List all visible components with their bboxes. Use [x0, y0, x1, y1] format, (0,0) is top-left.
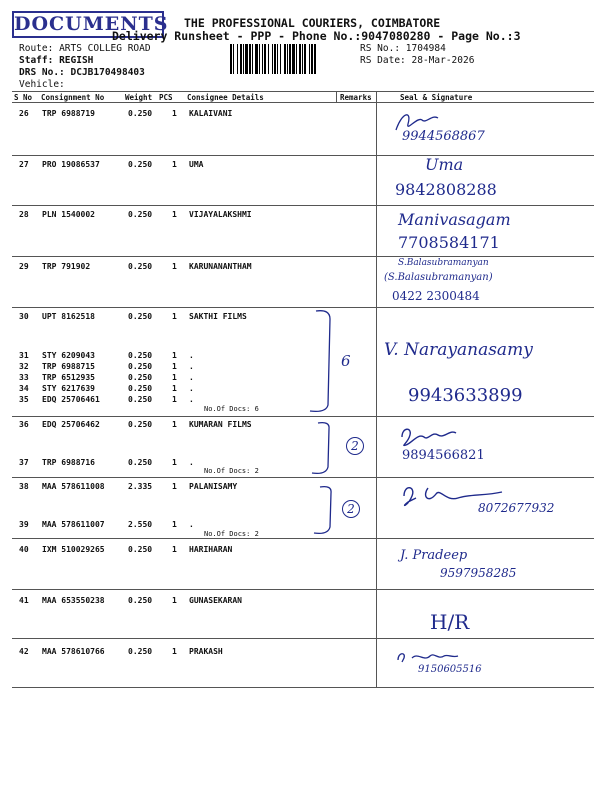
- row-consignment: EDQ 25706462: [42, 420, 100, 429]
- sakthi-count-mark: 6: [341, 352, 351, 370]
- row-consignee: .: [189, 373, 194, 382]
- row-consignee: KARUNANANTHAM: [189, 262, 252, 271]
- karunanantham-name: (S.Balasubramanyan): [384, 272, 493, 283]
- table-top-rule: [12, 91, 594, 92]
- col-seal: Seal & Signature: [400, 93, 473, 102]
- signature-vijayalakshmi: Manivasagam: [398, 210, 511, 229]
- row-sno: 34: [19, 384, 29, 393]
- col-consignment: Consignment No: [41, 93, 105, 102]
- row-sno: 32: [19, 362, 29, 371]
- row-sno: 38: [19, 482, 29, 491]
- row-weight: 0.250: [128, 395, 153, 404]
- row-sno: 33: [19, 373, 29, 382]
- row-weight: 0.250: [128, 647, 153, 656]
- row-sno: 37: [19, 458, 29, 467]
- row-consignee: VIJAYALAKSHMI: [189, 210, 252, 219]
- row-weight: 0.250: [128, 351, 153, 360]
- hariharan-phone: 9597958285: [440, 566, 517, 580]
- row-pcs: 1: [172, 351, 177, 360]
- row-consignee: SAKTHI FILMS: [189, 312, 247, 321]
- row-consignment: IXM 510029265: [42, 545, 105, 554]
- gunasekaran-hr-note: H/R: [430, 610, 470, 634]
- row-consignee: PALANISAMY: [189, 482, 238, 491]
- row-separator: [12, 205, 594, 206]
- row-consignment: MAA 578611008: [42, 482, 105, 491]
- row-consignment: TRP 6988719: [42, 109, 95, 118]
- col-weight: Weight: [125, 93, 153, 102]
- uma-phone: 9842808288: [395, 180, 497, 199]
- kumaran-count-circle: 2: [346, 437, 364, 455]
- karunanantham-phone: 0422 2300484: [392, 289, 480, 303]
- prakash-phone: 9150605516: [418, 664, 482, 675]
- row-pcs: 1: [172, 312, 177, 321]
- row-consignee: .: [189, 384, 194, 393]
- row-pcs: 1: [172, 210, 177, 219]
- row-consignee: .: [189, 520, 194, 529]
- col-sno: S No: [14, 93, 33, 102]
- runsheet-subtitle: Delivery Runsheet - PPP - Phone No.:9047080280 - Page No.:3: [112, 29, 521, 43]
- row-sno: 35: [19, 395, 29, 404]
- staff-label: Staff:: [19, 55, 54, 66]
- row-consignee: UMA: [189, 160, 204, 169]
- row-weight: 0.250: [128, 160, 153, 169]
- row-consignment: PRO 19086537: [42, 160, 100, 169]
- row-pcs: 1: [172, 545, 177, 554]
- route-line: [19, 43, 151, 54]
- row-pcs: 1: [172, 362, 177, 371]
- row-consignee: HARIHARAN: [189, 545, 233, 554]
- row-separator: [12, 155, 594, 156]
- row-weight: 0.250: [128, 373, 153, 382]
- row-separator: [12, 256, 594, 257]
- row-weight: 0.250: [128, 420, 153, 429]
- palanisamy-phone: 8072677932: [478, 501, 555, 515]
- col-consignee: Consignee Details: [187, 93, 264, 102]
- rs-date-value: 28-Mar-2026: [411, 55, 475, 66]
- row-consignment: PLN 1540002: [42, 210, 95, 219]
- row-consignment: TRP 6512935: [42, 373, 95, 382]
- row-separator: [12, 589, 594, 590]
- route-value: ARTS COLLEG ROAD: [59, 43, 151, 54]
- sakthi-films-phone: 9943633899: [408, 385, 523, 406]
- row-weight: 0.250: [128, 596, 153, 605]
- company-name: THE PROFESSIONAL COURIERS, COIMBATORE: [184, 16, 441, 30]
- row-pcs: 1: [172, 647, 177, 656]
- documents-stamp: DOCUMENTS: [12, 11, 164, 38]
- row-weight: 0.250: [128, 109, 153, 118]
- row-sno: 41: [19, 596, 29, 605]
- rs-no-line: [360, 43, 446, 54]
- row-consignee: KUMARAN FILMS: [189, 420, 252, 429]
- col-pcs: PCS: [159, 93, 173, 102]
- kalaivani-phone: 9944568867: [402, 129, 485, 144]
- row-consignee: PRAKASH: [189, 647, 223, 656]
- row-consignment: TRP 791902: [42, 262, 91, 271]
- row-pcs: 1: [172, 384, 177, 393]
- row-consignment: MAA 653550238: [42, 596, 105, 605]
- signature-karunanantham: S.Balasubramanyan: [398, 258, 489, 268]
- row-consignee: GUNASEKARAN: [189, 596, 242, 605]
- header-bottom-rule: [12, 102, 594, 103]
- row-pcs: 1: [172, 596, 177, 605]
- rs-date-line: [360, 55, 474, 66]
- row-consignment: EDQ 25706461: [42, 395, 100, 404]
- barcode-image: [230, 44, 354, 74]
- row-consignee: .: [189, 351, 194, 360]
- row-pcs: 1: [172, 482, 177, 491]
- row-sno: 30: [19, 312, 29, 321]
- row-consignee: KALAIVANI: [189, 109, 233, 118]
- row-sno: 39: [19, 520, 29, 529]
- remarks-divider: [336, 91, 337, 102]
- row-consignment: UPT 8162518: [42, 312, 95, 321]
- row-weight: 0.250: [128, 362, 153, 371]
- kumaran-films-phone: 9894566821: [402, 448, 485, 463]
- row-consignee: .: [189, 395, 194, 404]
- drs-label: DRS No.:: [19, 67, 65, 78]
- row-pcs: 1: [172, 420, 177, 429]
- row-separator: [12, 638, 594, 639]
- vijayalakshmi-phone: 7708584171: [398, 233, 500, 252]
- row-weight: 0.250: [128, 384, 153, 393]
- row-consignment: STY 6209043: [42, 351, 95, 360]
- row-sno: 42: [19, 647, 29, 656]
- row-pcs: 1: [172, 458, 177, 467]
- row-consignee: .: [189, 362, 194, 371]
- signature-hariharan: J. Pradeep: [400, 548, 468, 563]
- row-sno: 29: [19, 262, 29, 271]
- row-weight: 0.250: [128, 545, 153, 554]
- row-pcs: 1: [172, 262, 177, 271]
- palanisamy-docs-count: No.Of Docs: 2: [204, 530, 259, 538]
- signature-uma: Uma: [425, 155, 464, 174]
- row-pcs: 1: [172, 109, 177, 118]
- sakthi-docs-count: No.Of Docs: 6: [204, 405, 259, 413]
- row-weight: 0.250: [128, 458, 153, 467]
- signature-sakthi-films: V. Narayanasamy: [384, 340, 533, 360]
- row-consignment: TRP 6988715: [42, 362, 95, 371]
- row-consignment: TRP 6988716: [42, 458, 95, 467]
- drs-value: DCJB170498403: [70, 67, 145, 78]
- drs-line: [19, 67, 145, 78]
- table-bottom-rule: [12, 687, 594, 688]
- row-weight: 0.250: [128, 312, 153, 321]
- row-consignee: .: [189, 458, 194, 467]
- col-remarks: Remarks: [340, 93, 372, 102]
- row-consignment: STY 6217639: [42, 384, 95, 393]
- kumaran-docs-count: No.Of Docs: 2: [204, 467, 259, 475]
- row-pcs: 1: [172, 520, 177, 529]
- row-sno: 40: [19, 545, 29, 554]
- row-sno: 36: [19, 420, 29, 429]
- row-pcs: 1: [172, 373, 177, 382]
- staff-value: REGISH: [59, 55, 94, 66]
- row-consignment: MAA 578610766: [42, 647, 105, 656]
- rs-date-label: RS Date:: [360, 55, 406, 66]
- row-pcs: 1: [172, 160, 177, 169]
- row-sno: 28: [19, 210, 29, 219]
- row-sno: 31: [19, 351, 29, 360]
- vehicle-label: Vehicle:: [19, 79, 65, 90]
- row-sno: 27: [19, 160, 29, 169]
- row-weight: 0.250: [128, 262, 153, 271]
- palanisamy-count-circle: 2: [342, 500, 360, 518]
- row-weight: 2.550: [128, 520, 153, 529]
- rs-no-value: 1704984: [405, 43, 446, 54]
- row-weight: 0.250: [128, 210, 153, 219]
- rs-no-label: RS No.:: [360, 43, 401, 54]
- seal-divider: [376, 91, 377, 687]
- row-weight: 2.335: [128, 482, 153, 491]
- row-pcs: 1: [172, 395, 177, 404]
- row-consignment: MAA 578611007: [42, 520, 105, 529]
- row-sno: 26: [19, 109, 29, 118]
- route-label: Route:: [19, 43, 54, 54]
- staff-line: [19, 55, 93, 66]
